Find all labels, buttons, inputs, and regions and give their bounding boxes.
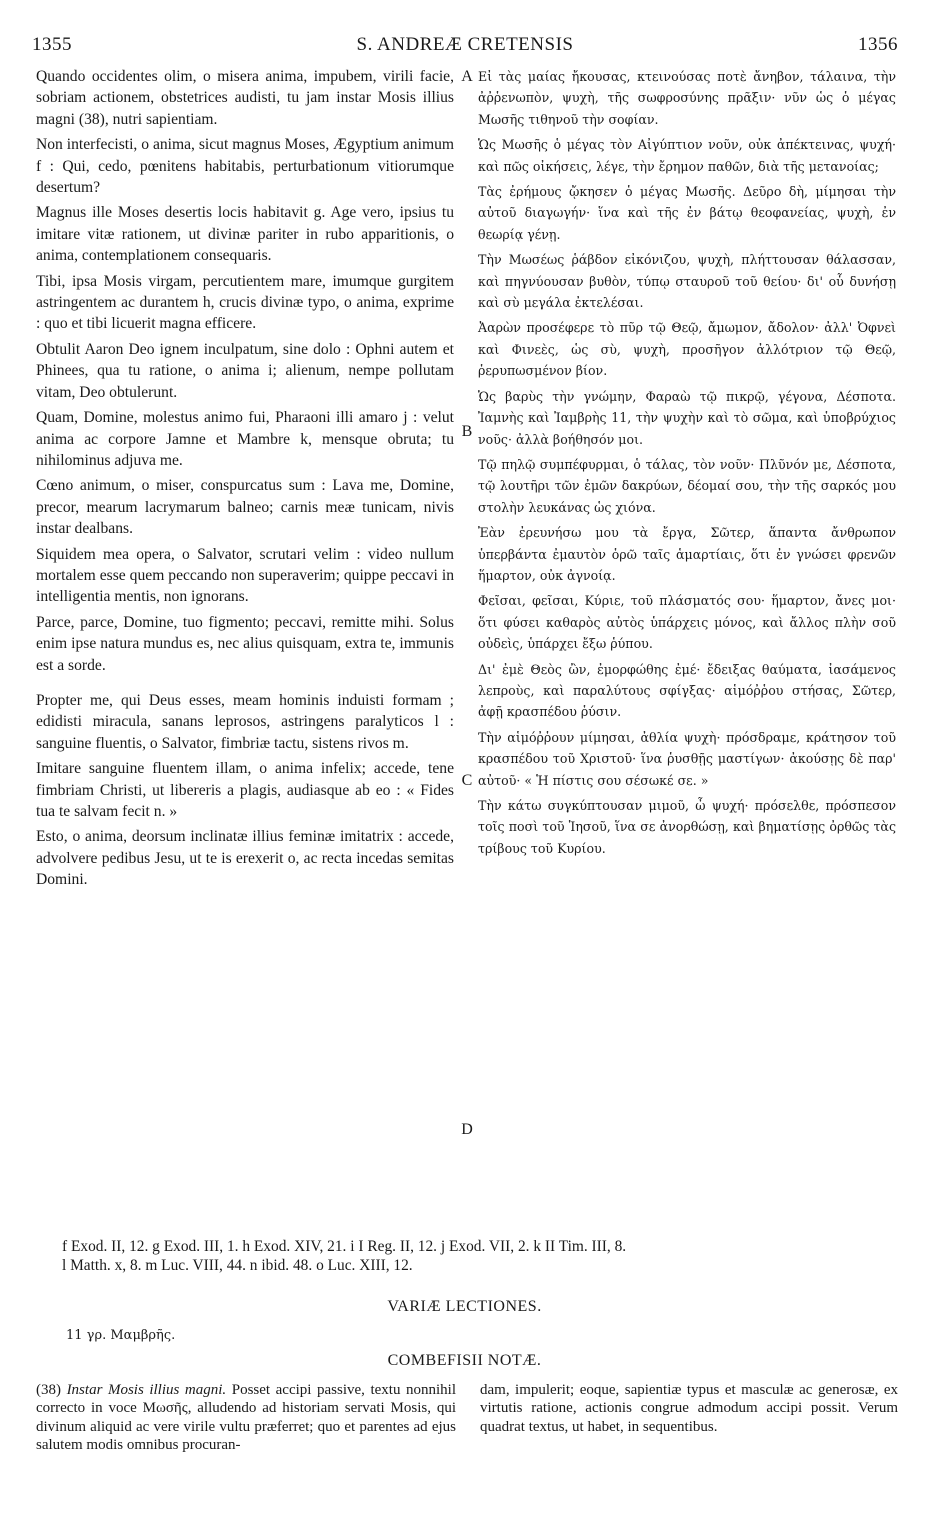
combefis-note-left [36, 1381, 456, 1455]
greek-paragraph: Ὡς Μωσῆς ὁ μέγας τὸν Αἰγύπτιον νοῦν, οὐκ ἀπέκτεινας, ψυχή· καὶ πῶς οἰκήσεις, λέγε, τὴν ἔρημον παθῶν, διὰ τῆς μετανοίας; [478, 137, 896, 174]
greek-paragraph: Εἰ τὰς μαίας ἤκουσας, κτεινούσας ποτὲ ἄνηβον, τάλαινα, τὴν ἀῤῥενωπὸν, ψυχὴ, τῆς σωφροσύνης πρᾶξιν· νῦν ὡς ὁ μέγας Μωσῆς τιθηνοῦ τὴν σοφίαν. [478, 69, 896, 127]
greek-column [478, 66, 896, 863]
greek-paragraph: Φεῖσαι, φεῖσαι, Κύριε, τοῦ πλάσματός σου· ἥμαρτον, ἄνες μοι· ὅτι φύσει καθαρὸς αὐτὸς ὑπάρχεις μόνος, καὶ ἄλλος πλὴν σοῦ οὐδεὶς, ὑπάρχει ἔξω ῥύπου. [478, 593, 896, 652]
latin-paragraph: Cœno animum, o miser, conspurcatus sum : Lava me, Domine, precor, mearum lacrymarum balneo; carnis meæ tunicam, nivis instar dealbans. [36, 477, 454, 538]
latin-paragraph: Non interfecisti, o anima, sicut magnus Moses, Ægyptium animum f : Qui, cedo, pœnitens habitabis, perturbationum vitiorumque desertum? [36, 136, 454, 197]
variant-reading: 11 γρ. Μαμβρῆς. [66, 1328, 176, 1343]
greek-paragraph: Τῷ πηλῷ συμπέφυρμαι, ὁ τάλας, τὸν νοῦν· Πλῦνόν με, Δέσποτα, τῷ λουτῆρι τῶν ἐμῶν δακρύων, δέομαί σου, τὴν τῆς σαρκός μου στολὴν λευκάνας ὡς χιόνα. [478, 456, 896, 515]
greek-paragraph: Τὴν κάτω συγκύπτουσαν μιμοῦ, ὦ ψυχή· πρόσελθε, πρόσπεσον τοῖς ποσὶ τοῦ Ἰησοῦ, ἵνα σε ἀνορθώσῃ, καὶ βηματίσῃς ὀρθῶς τὰς τρίβους τοῦ Κυρίου. [478, 798, 896, 856]
greek-paragraph: Τὴν Μωσέως ῥάβδον εἰκόνιζου, ψυχὴ, πλήττουσαν θάλασσαν, καὶ πηγνύουσαν βυθὸν, τύπῳ σταυροῦ τοῦ θείου· δι' οὗ δυνήσῃ καὶ σὺ μεγάλα ἐκτελέσαι. [478, 252, 896, 311]
greek-paragraph: Ὡς βαρὺς τὴν γνώμην, Φαραὼ τῷ πικρῷ, γέγονα, Δέσποτα. Ἰαμνὴς καὶ Ἰαμβρὴς 11, τὴν ψυχὴν καὶ τὸ σῶμα, καὶ ὑποβρύχιος νοῦς· ἀλλὰ βοήθησόν μοι. [478, 388, 896, 447]
latin-paragraph: Obtulit Aaron Deo ignem inculpatum, sine dolo : Ophni autem et Phinees, qua tu ratione, o anima i; alienum, nempe pollutam vitam, Deo obtulerunt. [36, 340, 454, 401]
latin-paragraph: Magnus ille Moses desertis locis habitavit g. Age vero, ipsius tu imitare vitæ rationem, ut divinæ pariter in rubo apparitionis, o anima, contemplationem consequaris. [36, 204, 454, 265]
greek-paragraph: Ἀαρὼν προσέφερε τὸ πῦρ τῷ Θεῷ, ἄμωμον, ἄδολον· ἀλλ' Ὀφνεὶ καὶ Φινεὲς, ὡς σὺ, ψυχὴ, προσῆγον ἀλλότριον τῷ Θεῷ, ῥερυπωσμένον βίον. [478, 320, 896, 379]
latin-paragraph: Quam, Domine, molestus animo fui, Pharaoni illi amaro j : velut anima ac corpore Jamne et Mambre k, mensque obruta; tu nihilominus adjuva me. [36, 409, 454, 469]
note-ref: (38) [36, 1382, 61, 1398]
combefis-note-right [480, 1381, 898, 1436]
latin-paragraph: Esto, o anima, deorsum inclinatæ illius feminæ imitatrix : accede, advolvere pedibus Jesu, ut te is erexerit o, ac recta incedas semitas Domini. [36, 828, 454, 889]
latin-paragraph: Tibi, ipsa Mosis virgam, percutientem mare, imumque gurgitem astringentem ac durantem h, crucis divinæ typo, o anima, exprime : quo et tibi licuerit magna efficere. [36, 272, 454, 333]
running-title: S. ANDREÆ CRETENSIS [356, 34, 574, 55]
variae-lectiones-title: VARIÆ LECTIONES. [387, 1298, 542, 1315]
latin-paragraph: Imitare sanguine fluentem illam, o anima infelix; accede, tene fimbriam Christi, ut libereris a plagis, audiasque ab eo : « Fides tua te salvam fecit n. » [36, 760, 454, 820]
greek-paragraph: Δι' ἐμὲ Θεὸς ὢν, ἐμορφώθης ἐμέ· ἔδειξας θαύματα, ἰασάμενος λεπροὺς, καὶ παραλύτους σφίγξας· αἱμόῤῥου στήσας, Σῶτερ, ἀφῇ κρασπέδου ῥύσιν. [478, 661, 896, 720]
greek-paragraph: Τὴν αἱμόῤῥουν μίμησαι, ἀθλία ψυχὴ· πρόσδραμε, κράτησον τοῦ κρασπέδου τοῦ Χριστοῦ· ἵνα ῥυσθῇς μαστίγων· ἀκούσῃς δὲ παρ' αὐτοῦ· « Ἡ πίστις σου σέσωκέ σε. » [478, 729, 896, 788]
latin-paragraph: Quando occidentes olim, o misera anima, impubem, virili facie, sobriam actionem, obstetrices audisti, tu jam instar Mosis illius magni (38), nutri sapientiam. [36, 68, 454, 128]
margin-letter-c: C [461, 772, 473, 789]
note-text-right: dam, impulerit; eoque, sapientiæ typus et masculæ ac generosæ, ex virtutis ratione, actionis congrue admodum accipi possit. Verum quadrat textus, ut habet, in sequentibus. [480, 1382, 898, 1435]
latin-paragraph: Parce, parce, Domine, tuo figmento; peccavi, remitte mihi. Solus enim ipse natura mundus es, nec alius quisquam, extra te, immunis est a sorde. [36, 613, 454, 674]
latin-paragraph: Siquidem mea opera, o Salvator, scrutari velim : video nullum mortalem esse quem peccando non superaverim; quippe peccavi in intelligentia mentis, non ignorans. [36, 545, 454, 606]
margin-letter-a: A [461, 68, 473, 85]
scripture-footnotes [62, 1237, 898, 1275]
margin-letter-b: B [461, 423, 473, 440]
running-header [32, 34, 898, 62]
page-number-right: 1356 [858, 34, 898, 55]
page-number-left: 1355 [32, 34, 72, 55]
latin-column [36, 66, 454, 895]
note-text-left: Posset accipi passive, textu nonnihil correcto in voce Μωσῆς, alludendo ad historiam servati Mosis, qui divinum aliquid ac vere virile vultu præferret; quo et parentes ad ejus salutem modis omnibus procuran- [36, 1382, 457, 1454]
greek-paragraph: Ἐὰν ἐρευνήσω μου τὰ ἔργα, Σῶτερ, ἅπαντα ἄνθρωπον ὑπερβάντα ἐμαυτὸν ὁρῶ ταῖς ἁμαρτίαις, ὅτι ἐν γνώσει φρενῶν ἥμαρτον, οὐκ ἀγνοίᾳ. [478, 525, 896, 583]
greek-paragraph: Τὰς ἐρήμους ᾤκησεν ὁ μέγας Μωσῆς. Δεῦρο δὴ, μίμησαι τὴν αὐτοῦ διαγωγήν· ἵνα καὶ τῆς ἐν βάτῳ θεοφανείας, ψυχὴ, ἐν θεωρίᾳ γένῃ. [478, 184, 896, 242]
combefis-notes-title: COMBEFISII NOTÆ. [387, 1352, 542, 1369]
margin-letter-d: D [461, 1121, 473, 1138]
footnote-line: l Matth. x, 8. m Luc. VIII, 44. n ibid. 48. o Luc. XIII, 12. [62, 1257, 413, 1274]
note-lemma: Instar Mosis illius magni. [66, 1382, 227, 1398]
footnote-line: f Exod. II, 12. g Exod. III, 1. h Exod. XIV, 21. i I Reg. II, 12. j Exod. VII, 2. k II Tim. III, 8. [62, 1238, 627, 1255]
latin-paragraph: Propter me, qui Deus esses, meam hominis induisti formam ; edidisti miracula, sanans leprosos, astringens paralyticos l : sanguine fluentis, o Salvator, fimbriæ tactu, sistens rivos m. [36, 691, 454, 752]
